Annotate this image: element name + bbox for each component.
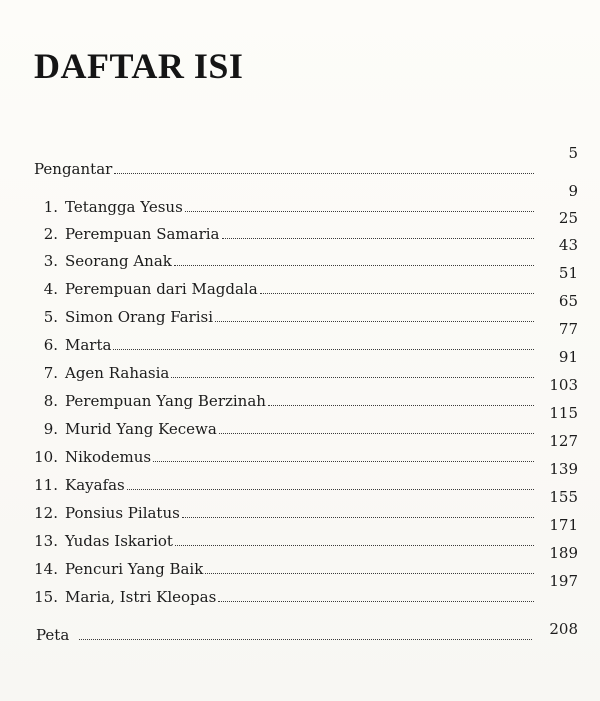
dot-leader: [218, 600, 534, 602]
toc-entry-chapter-12: [30, 488, 578, 522]
dot-leader: [174, 264, 534, 266]
toc-entry-page: 9: [568, 182, 578, 200]
toc-entry-page: 171: [549, 516, 578, 534]
toc-entry-number: 9.: [43, 420, 58, 438]
toc-entry-label: Nikodemus: [65, 448, 152, 466]
toc-entry-number: 11.: [34, 476, 58, 494]
toc-entry-label: Maria, Istri Kleopas: [65, 588, 217, 606]
toc-entry-chapter-7: [30, 348, 578, 382]
toc-entry-chapter-2: [30, 209, 578, 243]
dot-leader: [215, 320, 534, 322]
toc-entry-chapter-10: [30, 432, 578, 466]
dot-leader: [260, 292, 534, 294]
dot-leader: [127, 488, 534, 490]
toc-entry-number: 13.: [34, 532, 58, 550]
dot-leader: [205, 572, 534, 574]
dot-leader: [79, 638, 532, 640]
dot-leader: [175, 544, 534, 546]
toc-entry-page: 139: [549, 460, 578, 478]
toc-entry-label: Perempuan Yang Berzinah: [65, 392, 266, 410]
toc-entry-label: Kayafas: [65, 476, 125, 494]
toc-entry-label: Agen Rahasia: [65, 364, 170, 382]
toc-entry-chapter-6: [30, 320, 578, 354]
toc-entry-page: 91: [558, 348, 578, 366]
toc-entry-chapter-13: [30, 516, 578, 550]
toc-entry-pengantar: [34, 144, 578, 178]
toc-entry-chapter-4: [30, 264, 578, 298]
toc-entry-page: 25: [558, 209, 578, 227]
toc-entry-number: 8.: [43, 392, 58, 410]
toc-entry-peta: [36, 622, 578, 644]
toc-entry-page: 115: [549, 404, 578, 422]
dot-leader: [114, 172, 534, 174]
toc-entry-chapter-3: [30, 236, 578, 270]
toc-entry-label: Seorang Anak: [65, 252, 172, 270]
dot-leader: [268, 404, 534, 406]
dot-leader: [113, 348, 534, 350]
toc-entry-number: 7.: [43, 364, 58, 382]
toc-entry-label: Peta: [36, 626, 70, 644]
toc-entry-chapter-9: [30, 404, 578, 438]
toc-entry-number: 1.: [43, 198, 58, 216]
toc-entry-page: 43: [558, 236, 578, 254]
toc-entry-chapter-5: [30, 292, 578, 326]
toc-entry-page: 189: [549, 544, 578, 562]
toc-entry-number: 2.: [43, 225, 58, 243]
toc-entry-number: 5.: [43, 308, 58, 326]
toc-entry-number: 3.: [43, 252, 58, 270]
toc-entry-label: Ponsius Pilatus: [65, 504, 180, 522]
toc-entry-number: 14.: [34, 560, 58, 578]
toc-entry-page: 103: [549, 376, 578, 394]
toc-entry-number: 10.: [34, 448, 58, 466]
toc-entry-number: 12.: [34, 504, 58, 522]
dot-leader: [185, 210, 534, 212]
dot-leader: [153, 460, 534, 462]
toc-entry-number: 6.: [43, 336, 58, 354]
toc-entry-label: Yudas Iskariot: [65, 532, 173, 550]
dot-leader: [171, 376, 534, 378]
toc-entry-page: 155: [549, 488, 578, 506]
dot-leader: [182, 516, 534, 518]
toc-entry-label: Perempuan Samaria: [65, 225, 220, 243]
toc-entry-number: 4.: [43, 280, 58, 298]
toc-entry-page: 197: [549, 572, 578, 590]
toc-entry-page: 208: [549, 620, 578, 638]
toc-entry-page: 51: [558, 264, 578, 282]
toc-entry-chapter-1: [30, 182, 578, 216]
toc-entry-page: 5: [568, 144, 578, 162]
toc-entry-chapter-8: [30, 376, 578, 410]
toc-entry-page: 65: [558, 292, 578, 310]
page-title: DAFTAR ISI: [34, 46, 244, 86]
toc-entry-label: Murid Yang Kecewa: [65, 420, 217, 438]
toc-entry-label: Pencuri Yang Baik: [65, 560, 204, 578]
toc-entry-label: Marta: [65, 336, 112, 354]
toc-entry-number: 15.: [34, 588, 58, 606]
toc-entry-label: Tetangga Yesus: [65, 198, 183, 216]
toc-entry-label: Perempuan dari Magdala: [65, 280, 258, 298]
dot-leader: [219, 432, 534, 434]
toc-entry-chapter-15: [30, 572, 578, 606]
toc-entry-label: Pengantar: [34, 160, 113, 178]
toc-entry-page: 127: [549, 432, 578, 450]
toc-entry-chapter-11: [30, 460, 578, 494]
toc-entry-label: Simon Orang Farisi: [65, 308, 213, 326]
toc-entry-chapter-14: [30, 544, 578, 578]
dot-leader: [222, 237, 535, 239]
toc-entry-page: 77: [558, 320, 578, 338]
